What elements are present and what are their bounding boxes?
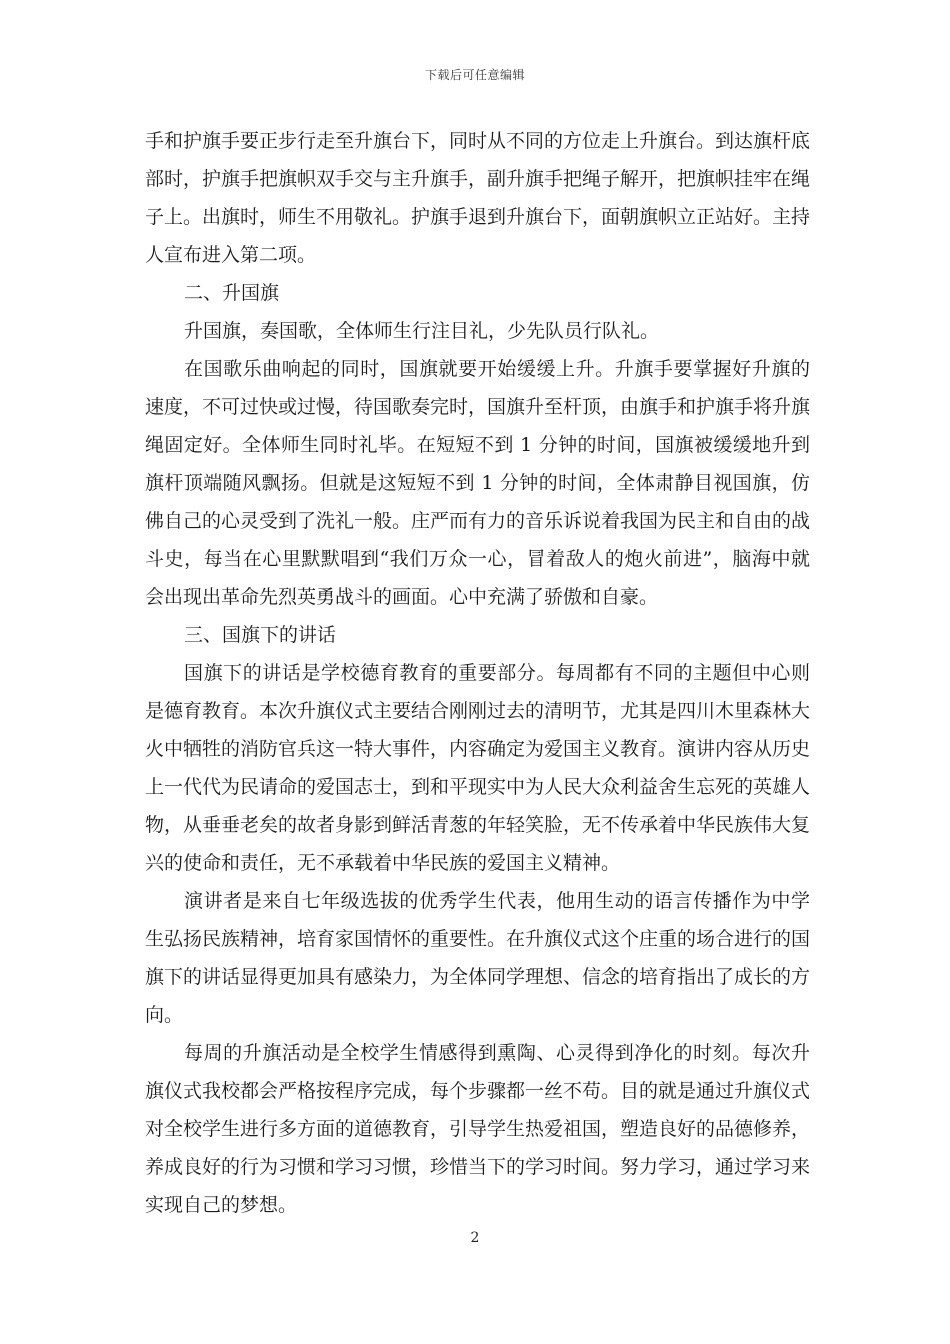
paragraph-speech-content: 国旗下的讲话是学校德育教育的重要部分。每周都有不同的主题但中心则是德育教育。本次升旗仪式主要结合刚刚过去的清明节，尤其是四川木里森林大火中牺牲的消防官兵这一特大事件，内容确定为爱国主义教育。演讲内容从历史上一代代为民请命的爱国志士，到和平现实中为人民大众利益舍生忘死的英雄人物，从垂垂老矣的故者身影到鲜活青葱的年轻笑脸，无不传承着中华民族伟大复兴的使命和责任，无不承载着中华民族的爱国主义精神。 [145,662,811,874]
paragraph-speaker: 演讲者是来自七年级选拔的优秀学生代表，他用生动的语言传播作为中学生弘扬民族精神，培育家国情怀的重要性。在升旗仪式这个庄重的场合进行的国旗下的讲话显得更加具有感染力，为全体同学理想、信念的培育指出了成长的方向。 [145,890,811,1026]
paragraph-weekly-ceremony: 每周的升旗活动是全校学生情感得到熏陶、心灵得到净化的时刻。每次升旗仪式我校都会严格按程序完成，每个步骤都一丝不苟。目的就是通过升旗仪式对全校学生进行多方面的道德教育，引导学生热爱祖国，塑造良好的品德修养，养成良好的行为习惯和学习习惯，珍惜当下的学习时间。努力学习，通过学习来实现自己的梦想。 [145,1042,811,1216]
paragraph-anthem-salute: 升国旗，奏国歌，全体师生行注目礼，少先队员行队礼。 [184,320,660,342]
paragraph-flag-escort-continued: 手和护旗手要正步行走至升旗台下，同时从不同的方位走上升旗台。到达旗杆底部时，护旗手把旗帜双手交与主升旗手，副升旗手把绳子解开，把旗帜挂牢在绳子上。出旗时，师生不用敬礼。护旗手退到升旗台下，面朝旗帜立正站好。主持人宣布进入第二项。 [145,130,811,266]
section-heading-raise-flag: 二、升国旗 [184,282,280,304]
page-header: 下载后可任意编辑 [424,68,525,82]
page-number: 2 [470,1230,480,1246]
paragraph-flag-raising: 在国歌乐曲响起的同时，国旗就要开始缓缓上升。升旗手要掌握好升旗的速度，不可过快或过慢，待国歌奏完时，国旗升至杆顶，由旗手和护旗手将升旗绳固定好。全体师生同时礼毕。在短短不到 1 分钟的时间，国旗被缓缓地升到旗杆顶端随风飘扬。但就是这短短不到 1 分钟的时间，全体肃静目视国旗，仿佛自己的心灵受到了洗礼一般。庄严而有力的音乐诉说着我国为民主和自由的战斗史，每当在心里默默唱到“我们万众一心，冒着敌人的炮火前进”，脑海中就会出现出革命先烈英勇战斗的画面。心中充满了骄傲和自豪。 [145,358,811,608]
document-body [145,122,810,1224]
section-heading-flag-speech: 三、国旗下的讲话 [184,624,337,646]
